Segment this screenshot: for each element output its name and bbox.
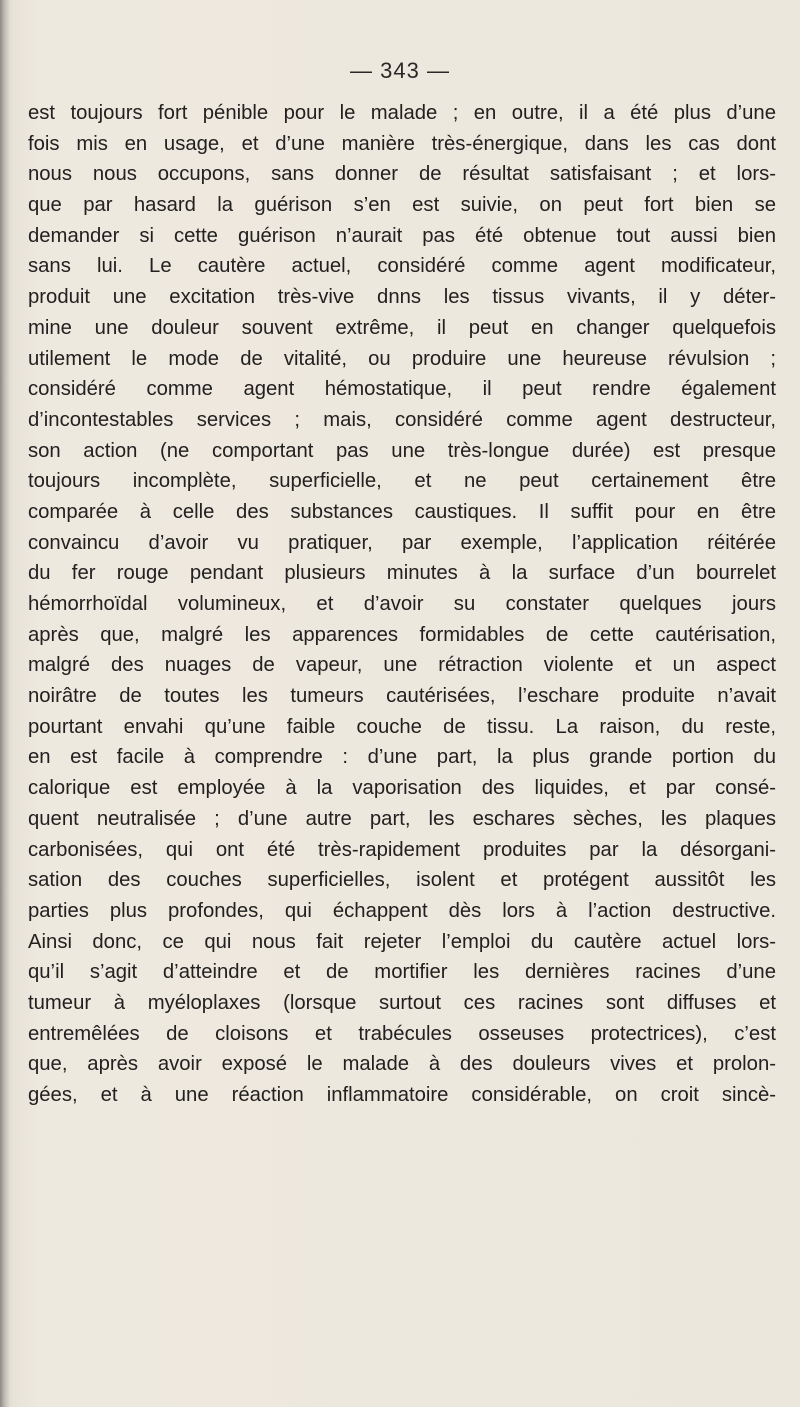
text-line: noirâtre de toutes les tumeurs cautérisées, l’eschare produite n’avait xyxy=(28,685,776,708)
text-line: produit une excitation très-vive dnns les tissus vivants, il y déter- xyxy=(28,286,776,309)
text-line: son action (ne comportant pas une très-longue durée) est presque xyxy=(28,439,776,462)
text-line: considéré comme agent hémostatique, il peut rendre également xyxy=(28,378,776,401)
text-line: d’incontestables services ; mais, considéré comme agent destructeur, xyxy=(28,408,776,431)
text-line: sation des couches superficielles, isolent et protégent aussitôt les xyxy=(28,869,776,892)
page-number: — 343 — xyxy=(350,58,450,83)
text-line: gées, et à une réaction inflammatoire considérable, on croit sincè- xyxy=(28,1084,776,1106)
text-line: parties plus profondes, qui échappent dès lors à l’action destructive. xyxy=(28,899,776,922)
text-line: du fer rouge pendant plusieurs minutes à la surface d’un bourrelet xyxy=(28,562,776,585)
body-text xyxy=(28,98,776,1111)
text-line: en est facile à comprendre : d’une part, la plus grande portion du xyxy=(28,746,776,769)
text-line: pourtant envahi qu’une faible couche de tissu. La raison, du reste, xyxy=(28,715,776,738)
text-line: tumeur à myéloplaxes (lorsque surtout ces racines sont diffuses et xyxy=(28,991,776,1014)
text-line: Ainsi donc, ce qui nous fait rejeter l’emploi du cautère actuel lors- xyxy=(28,930,776,953)
text-line: convaincu d’avoir vu pratiquer, par exemple, l’application réitérée xyxy=(28,531,776,554)
text-line: carbonisées, qui ont été très-rapidement produites par la désorgani- xyxy=(28,838,776,861)
text-line: que, après avoir exposé le malade à des douleurs vives et prolon- xyxy=(28,1053,776,1076)
text-line: nous nous occupons, sans donner de résultat satisfaisant ; et lors- xyxy=(28,163,776,186)
text-line: fois mis en usage, et d’une manière très-énergique, dans les cas dont xyxy=(28,132,776,155)
text-line: mine une douleur souvent extrême, il peut en changer quelquefois xyxy=(28,316,776,339)
text-line: que par hasard la guérison s’en est suivie, on peut fort bien se xyxy=(28,194,776,217)
binding-gutter xyxy=(0,0,10,1407)
text-line: malgré des nuages de vapeur, une rétraction violente et un aspect xyxy=(28,654,776,677)
text-line: qu’il s’agit d’atteindre et de mortifier les dernières racines d’une xyxy=(28,961,776,984)
text-line: entremêlées de cloisons et trabécules osseuses protectrices), c’est xyxy=(28,1022,776,1045)
text-line: après que, malgré les apparences formidables de cette cautérisation, xyxy=(28,623,776,646)
text-line: est toujours fort pénible pour le malade ; en outre, il a été plus d’une xyxy=(28,102,776,124)
text-line: sans lui. Le cautère actuel, considéré comme agent modificateur, xyxy=(28,255,776,278)
text-line: utilement le mode de vitalité, ou produire une heureuse révulsion ; xyxy=(28,347,776,370)
text-line: hémorrhoïdal volumineux, et d’avoir su constater quelques jours xyxy=(28,593,776,615)
text-line: comparée à celle des substances caustiques. Il suffit pour en être xyxy=(28,500,776,523)
text-line: toujours incomplète, superficielle, et ne peut certainement être xyxy=(28,470,776,493)
text-line: demander si cette guérison n’aurait pas été obtenue tout aussi bien xyxy=(28,224,776,247)
text-line: calorique est employée à la vaporisation des liquides, et par consé- xyxy=(28,777,776,800)
text-line: quent neutralisée ; d’une autre part, les eschares sèches, les plaques xyxy=(28,807,776,830)
